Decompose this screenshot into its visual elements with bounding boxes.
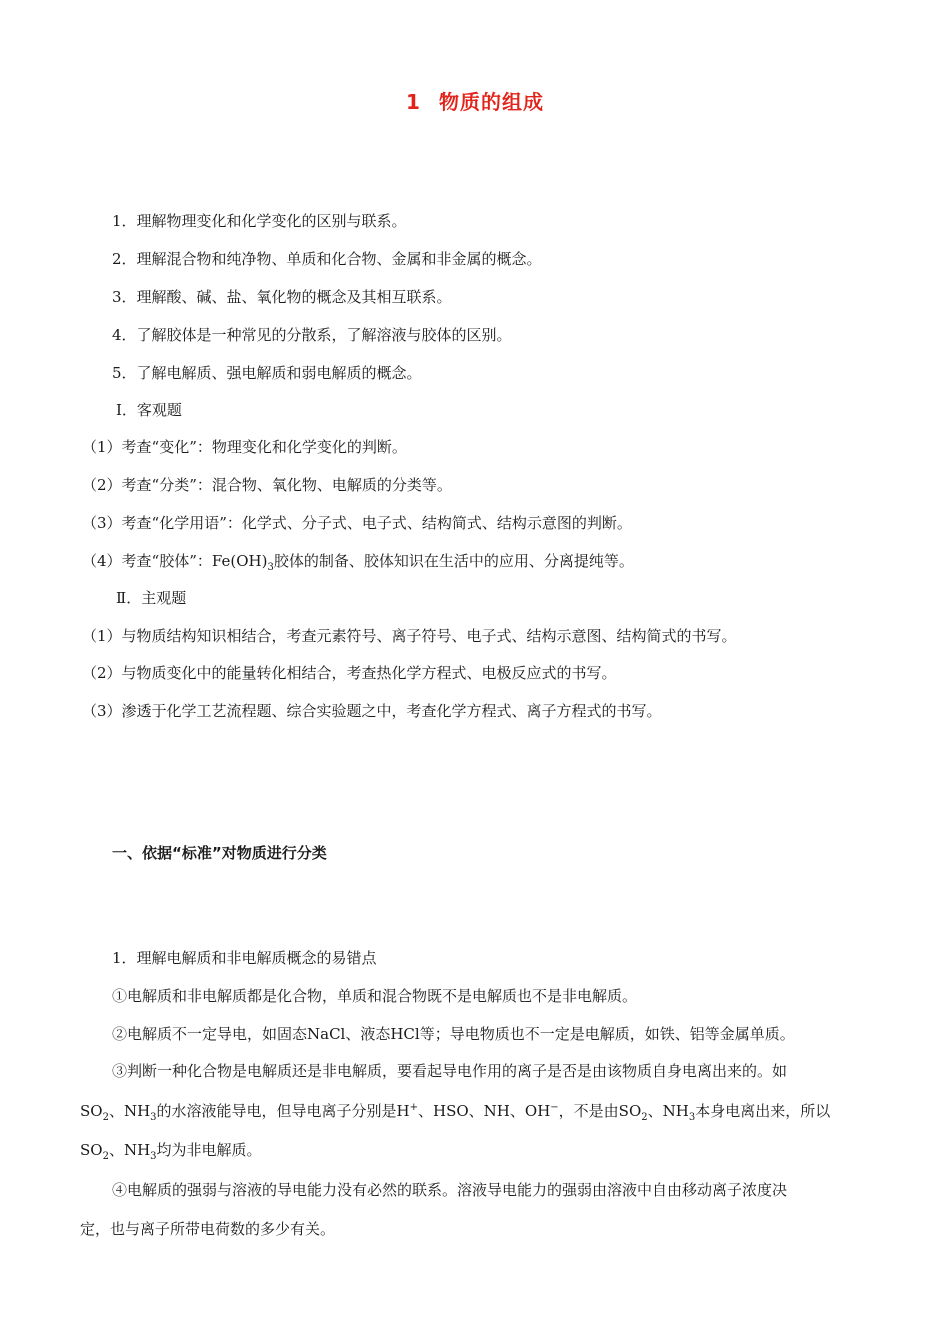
objective-question-3: （3）考查“化学用语”：化学式、分子式、电子式、结构简式、结构示意图的判断。	[82, 514, 632, 532]
objective-1: 1．理解物理变化和化学变化的区别与联系。	[112, 212, 407, 230]
point-1-item-4-line-1: ④电解质的强弱与溶液的导电能力没有必然的联系。溶液导电能力的强弱由溶液中自由移动离子浓度决	[112, 1181, 788, 1199]
point-1-item-4-line-2: 定，也与离子所带电荷数的多少有关。	[80, 1220, 336, 1238]
title-text: 物质的组成	[438, 90, 544, 114]
title-number: 1	[406, 90, 421, 114]
objective-questions-label: Ⅰ．客观题	[116, 401, 182, 419]
section-heading: 一、依据“标准”对物质进行分类	[112, 844, 327, 862]
subjective-question-3: （3）渗透于化学工艺流程题、综合实验题之中，考查化学方程式、离子方程式的书写。	[82, 702, 662, 720]
objective-3: 3．理解酸、碱、盐、氧化物的概念及其相互联系。	[112, 288, 452, 306]
subjective-question-2: （2）与物质变化中的能量转化相结合，考查热化学方程式、电极反应式的书写。	[82, 664, 617, 682]
objective-question-1: （1）考查“变化”：物理变化和化学变化的判断。	[82, 438, 407, 456]
objective-question-2: （2）考查“分类”：混合物、氧化物、电解质的分类等。	[82, 476, 452, 494]
objective-question-4: （4）考查“胶体”：$Fe(OH)_3$胶体的制备、胶体知识在生活中的应用、分离提纯等。	[82, 552, 634, 573]
subjective-questions-label: Ⅱ．主观题	[116, 589, 187, 607]
point-1-item-3-line-2: $SO_2$、$NH_3$的水溶液能导电，但导电离子分别是H+、HSO、NH、OH−，不是由$SO_2$、$NH_3$本身电离出来，所以	[80, 1102, 831, 1123]
objective-2: 2．理解混合物和纯净物、单质和化合物、金属和非金属的概念。	[112, 250, 542, 268]
point-1-item-3-line-1: ③判断一种化合物是电解质还是非电解质，要看起导电作用的离子是否是由该物质自身电离出来的。如	[112, 1062, 788, 1080]
page-title	[0, 86, 950, 115]
point-1-item-3-line-3: $SO_2$、$NH_3$均为非电解质。	[80, 1141, 262, 1162]
point-1-item-1: ①电解质和非电解质都是化合物，单质和混合物既不是电解质也不是非电解质。	[112, 987, 638, 1005]
objective-5: 5．了解电解质、强电解质和弱电解质的概念。	[112, 364, 422, 382]
point-1-item-2: ②电解质不一定导电，如固态NaCl、液态HCl等；导电物质也不一定是电解质，如铁、铝等金属单质。	[112, 1025, 795, 1043]
subjective-question-1: （1）与物质结构知识相结合，考查元素符号、离子符号、电子式、结构示意图、结构简式的书写。	[82, 627, 737, 645]
point-1-title: 1．理解电解质和非电解质概念的易错点	[112, 949, 377, 967]
objective-4: 4．了解胶体是一种常见的分散系，了解溶液与胶体的区别。	[112, 326, 512, 344]
